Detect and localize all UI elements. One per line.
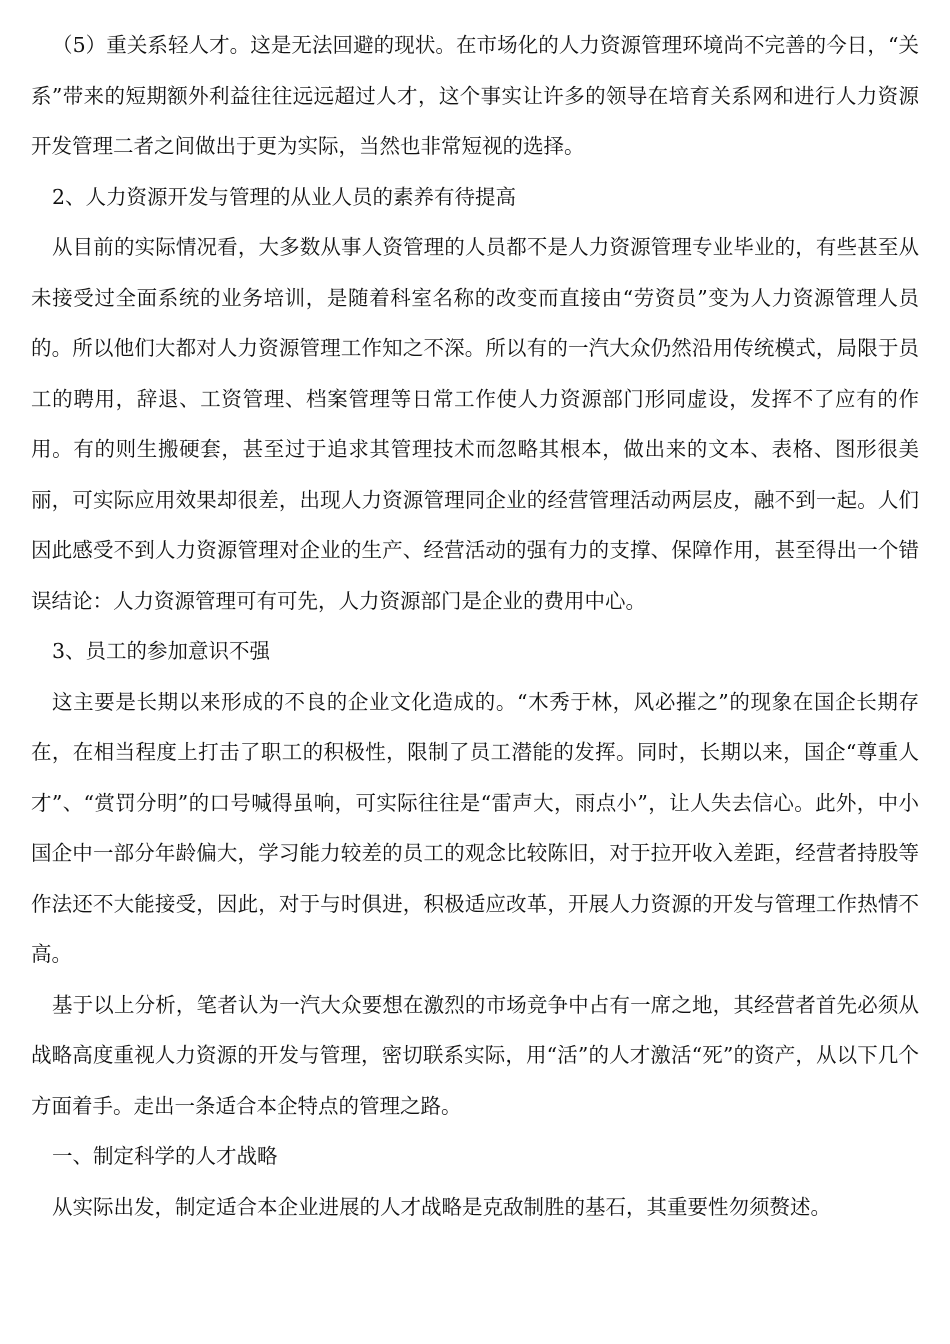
section-heading-staff-quality: 2、人力资源开发与管理的从业人员的素养有待提高: [52, 184, 517, 209]
paragraph-staff-quality: 从目前的实际情况看，大多数从事人资管理的人员都不是人力资源管理专业毕业的，有些甚至从未接受过全面系统的业务培训，是随着科室名称的改变而直接由“劳资员”变为人力资源管理人员的。所以他们大都对人力资源管理工作知之不深。所以有的一汽大众仍然沿用传统模式，局限于员工的聘用，辞退、工资管理、档案管理等日常工作使人力资源部门形同虚设，发挥不了应有的作用。有的则生搬硬套，甚至过于追求其管理技术而忽略其根本，做出来的文本、表格、图形很美丽，可实际应用效果却很差，出现人力资源管理同企业的经营管理活动两层皮，融不到一起。人们因此感受不到人力资源管理对企业的生产、经营活动的强有力的支撑、保障作用，甚至得出一个错误结论：人力资源管理可有可先，人力资源部门是企业的费用中心。: [31, 235, 919, 613]
section-heading-talent-strategy: 一、制定科学的人才战略: [52, 1144, 278, 1168]
paragraph-analysis-summary: 基于以上分析，笔者认为一汽大众要想在激烈的市场竞争中占有一席之地，其经营者首先必须从战略高度重视人力资源的开发与管理，密切联系实际，用“活”的人才激活“死”的资产，从以下几个方面着手。走出一条适合本企特点的管理之路。: [31, 992, 919, 1118]
paragraph-relations-over-talent: （5）重关系轻人才。这是无法回避的现状。在市场化的人力资源管理环境尚不完善的今日，“关系”带来的短期额外利益往往远远超过人才，这个事实让许多的领导在培育关系网和进行人力资源开发管理二者之间做出于更为实际，当然也非常短视的选择。: [31, 33, 919, 158]
document-page: [31, 20, 919, 1232]
paragraph-employee-participation: 这主要是长期以来形成的不良的企业文化造成的。“木秀于林，风必摧之”的现象在国企长期存在，在相当程度上打击了职工的积极性，限制了员工潜能的发挥。同时，长期以来，国企“尊重人才”、“赏罚分明”的口号喊得虽响，可实际往往是“雷声大，雨点小”，让人失去信心。此外，中小国企中一部分年龄偏大，学习能力较差的员工的观念比较陈旧，对于拉开收入差距，经营者持股等作法还不大能接受，因此，对于与时俱进，积极适应改革，开展人力资源的开发与管理工作热情不高。: [31, 689, 919, 966]
paragraph-talent-strategy: 从实际出发，制定适合本企业进展的人才战略是克敌制胜的基石，其重要性勿须赘述。: [52, 1194, 831, 1219]
section-heading-employee-participation: 3、员工的参加意识不强: [52, 639, 271, 663]
